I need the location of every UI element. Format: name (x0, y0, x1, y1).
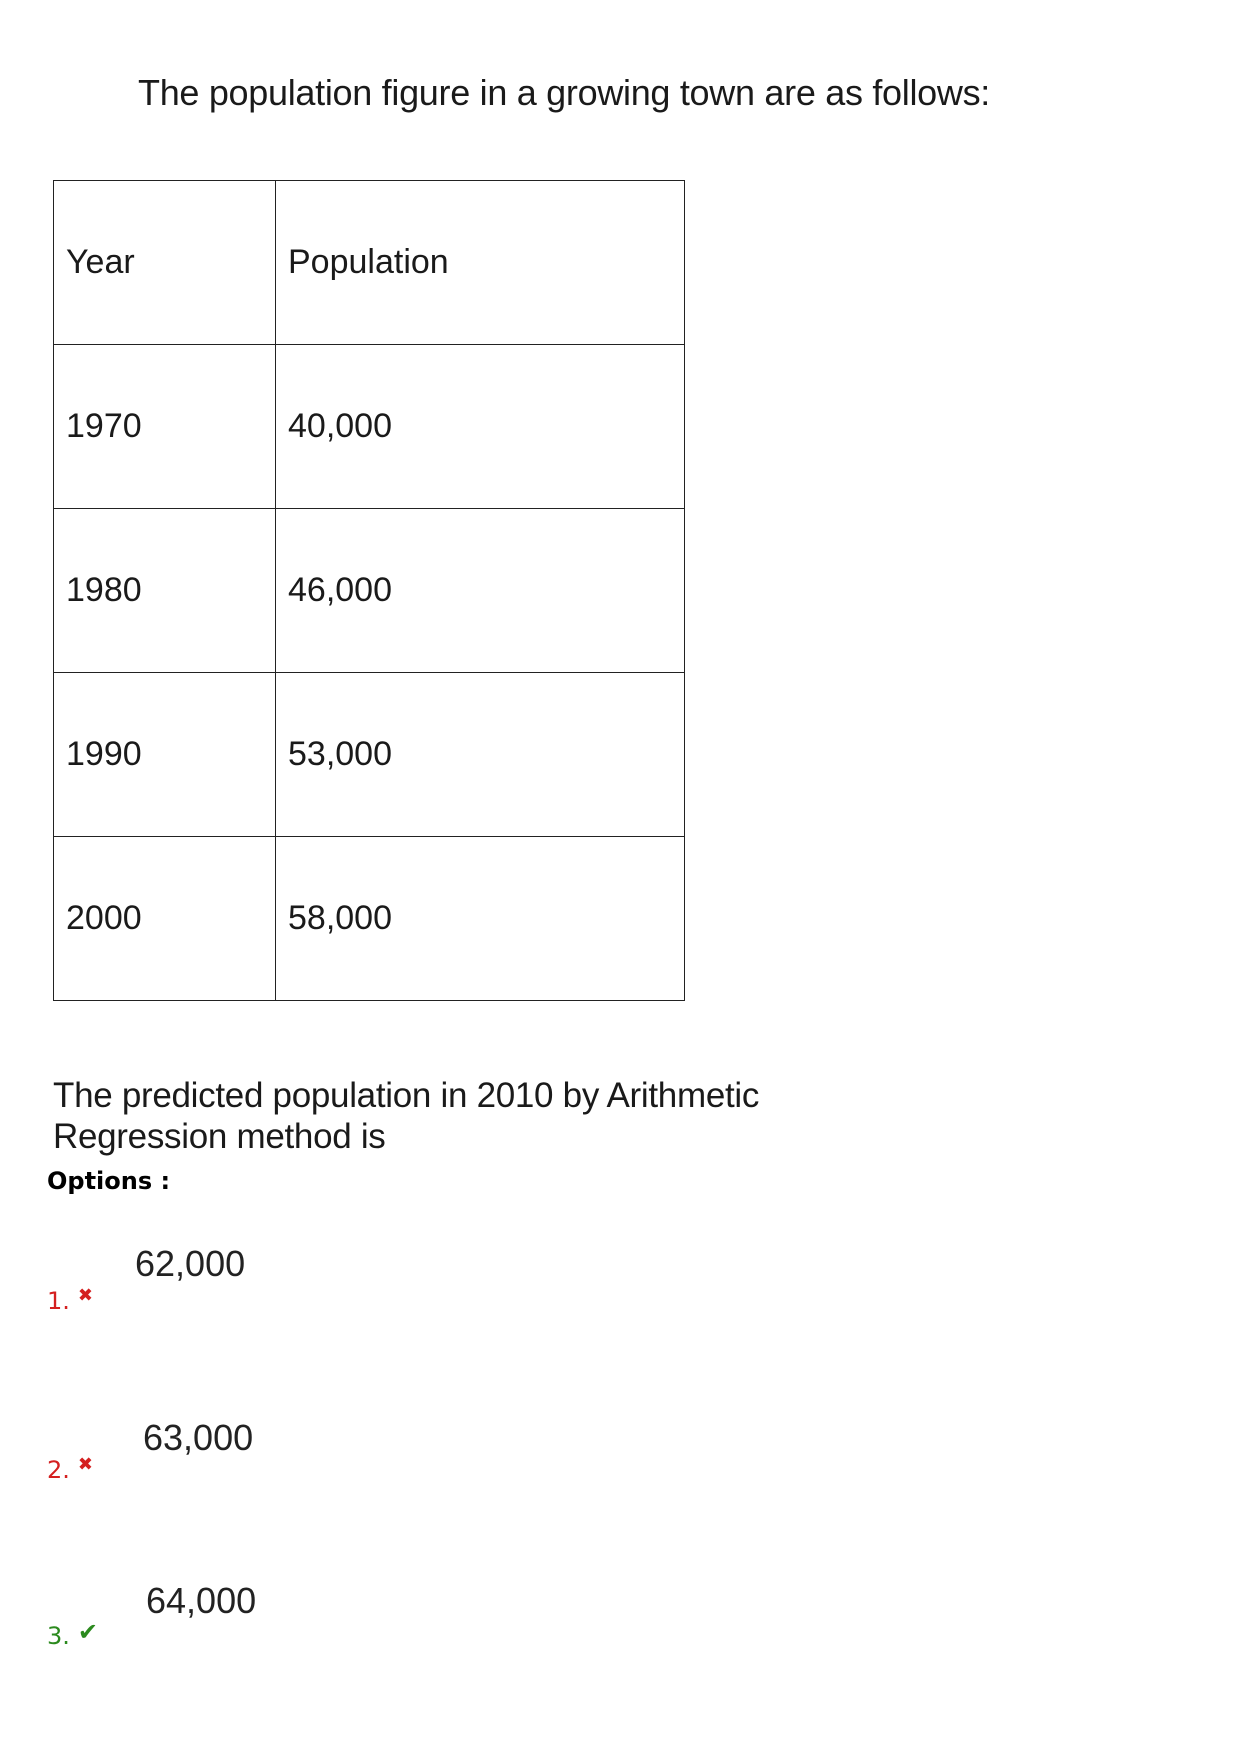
cell-population: 46,000 (276, 509, 685, 673)
population-table (53, 180, 685, 1001)
option-1-number: 1. (47, 1287, 70, 1315)
option-2-number: 2. (47, 1456, 70, 1484)
option-3-marker (47, 1618, 99, 1650)
option-2-value[interactable]: 63,000 (143, 1417, 254, 1458)
table-row (54, 673, 685, 837)
option-1-marker (47, 1287, 93, 1315)
table-header-row (54, 181, 685, 345)
table-row (54, 837, 685, 1001)
option-1-value[interactable]: 62,000 (135, 1243, 246, 1284)
cell-year: 2000 (54, 837, 276, 1001)
cell-year: 1970 (54, 345, 276, 509)
table-row (54, 345, 685, 509)
option-3-value[interactable]: 64,000 (146, 1580, 257, 1621)
cell-year: 1980 (54, 509, 276, 673)
cell-year: 1990 (54, 673, 276, 837)
option-2-marker (47, 1456, 93, 1484)
cell-population: 58,000 (276, 837, 685, 1001)
question-text: The predicted population in 2010 by Arithmetic Regression method is (53, 1076, 760, 1156)
option-3-number: 3. (47, 1622, 70, 1650)
table-row (54, 509, 685, 673)
check-icon: ✔ (77, 1618, 99, 1646)
cell-population: 53,000 (276, 673, 685, 837)
header-population: Population (276, 181, 685, 345)
header-year: Year (54, 181, 276, 345)
cell-population: 40,000 (276, 345, 685, 509)
question-intro: The population figure in a growing town are as follows: (138, 72, 991, 113)
cross-icon: ✖ (77, 1454, 93, 1475)
options-label: Options : (47, 1167, 171, 1195)
cross-icon: ✖ (77, 1285, 93, 1306)
